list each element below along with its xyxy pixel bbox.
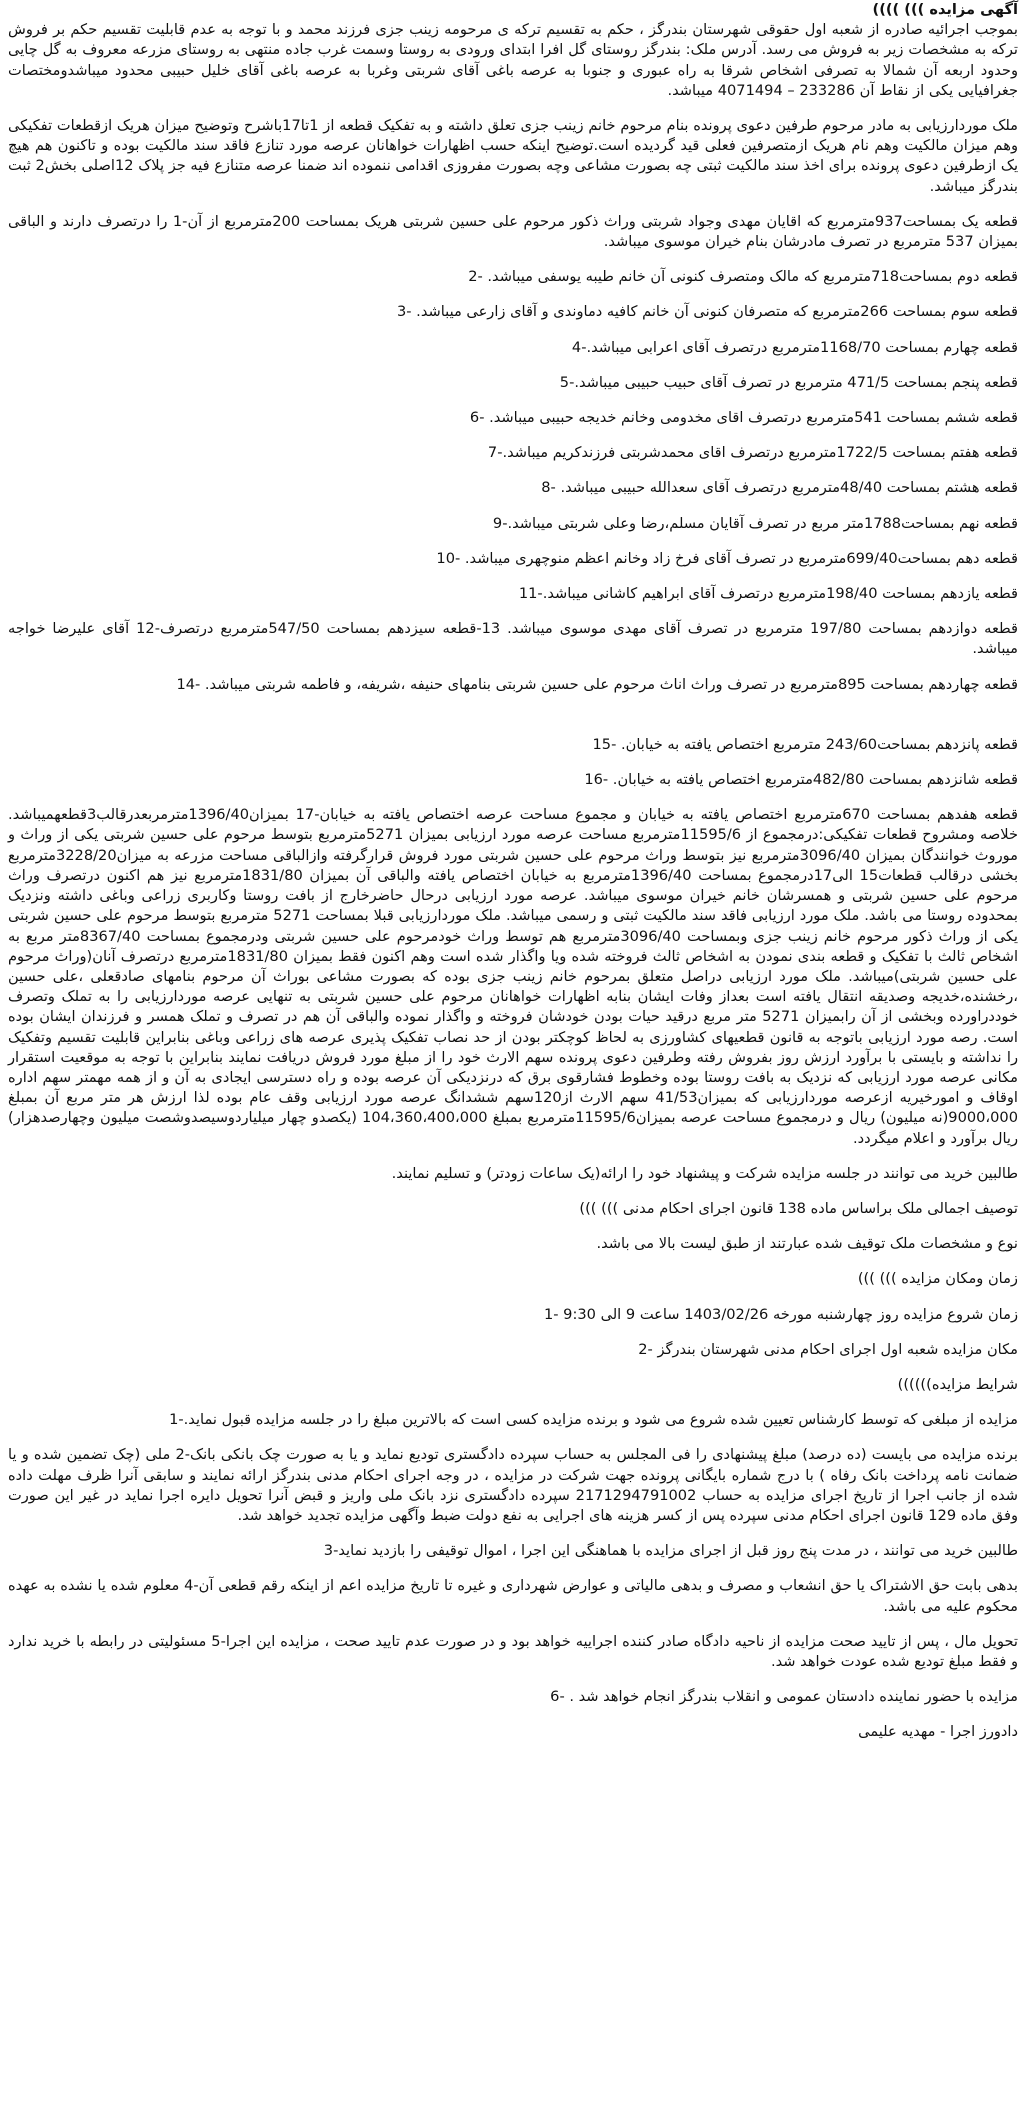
notice-paragraph: تحویل مال ، پس از تایید صحت مزایده از ناحیه دادگاه صادر کننده اجراییه خواهد بود و در صورت عدم تایید صحت ، مزایده این اجرا-5 مسئولیتی در رابطه با خرید ندارد و فقط مبلغ تودیع شده عودت خواهد شد. — [8, 1632, 1018, 1670]
notice-paragraph: طالبین خرید می توانند در جلسه مزایده شرکت و پیشنهاد خود را ارائه(یک ساعات زودتر) و تسلیم نمایند. — [391, 1164, 1018, 1182]
notice-paragraph: برنده مزایده می بایست (ده درصد) مبلغ پیشنهادی را فی المجلس به حساب سپرده دادگستری تودیع نماید و یا به صورت چک بانکی بانک-2 ملی (چک تضمین شده و یا ضمانت نامه پرداخت بانک رفاه ) با درج شماره بایگانی پرونده جهت شرکت در مزایده ، در وجه اجرای احکام مدنی بندرگز ارائه نمایند و سابقی آنرا ظرف مهلت داده شده از جانب اجرا از تاریخ اجرای مزایده به حساب 2171294791002 سپرده دادگستری نزد بانک ملی واریز و قبض آنرا تحویل دایره اجرا نماید در غیر این صورت وفق ماده 129 قانون اجرای احکام مدنی سپرده پس از کسر هزینه های اجرایی به نفع دولت ضبط وآگهی مزایده تجدید خواهد شد. — [8, 1446, 1018, 1524]
notice-paragraph: قطعه نهم بمساحت1788متر مربع در تصرف آقایان مسلم،رضا وعلی شربتی میباشد.-9 — [492, 514, 1018, 532]
notice-paragraph: قطعه دهم بمساحت699/40مترمربع در تصرف آقای فرخ زاد وخانم اعظم منوچهری میباشد. -10 — [436, 549, 1018, 567]
notice-paragraph: توصیف اجمالی ملک براساس ماده 138 قانون اجرای احکام مدنی ))) ))) — [579, 1199, 1018, 1217]
notice-paragraph: قطعه هفدهم بمساحت 670مترمربع اختصاص یافته به خیابان و مجموع مساحت عرصه اختصاص یافته به خیابان-17 بمیزان1396/40مترمربعدرقالب3قطعهمیباشد. خلاصه ومشروح قطعات تفکیکی:درمجموع از 11595/6مترمربع مساحت عرصه مورد ارزیابی بمیزان 5271مترمربع بتوسط مرحوم علی حسین شربتی یکی از وراث و موروث خوانندگان بمیزان 3096/40مترمربع نیز بتوسط وراث مرحوم علی حسین شربتی مورد فروش قرارگرفته وازالباقی مساحت مزرعه به میزان3228/20مترمربع بخشی درقالب قطعات15 الی17درمجموع بمساحت 1396/40مترمربع به خیابان اختصاص یافته والباقی آن بمیزان 1831/80مترمربع نیز هم اکنون درتصرف وراث مرحوم علی حسین شربتی و همسرشان خانم خیران موسوی میباشد. عرصه مورد ارزیابی درحال حاضرخارج از بافت روستا وکاربری زراعی وباغی داشته ونزدیک بمحدوده روستا می باشد. ملک مورد ارزیابی فاقد سند مالکیت ثبتی و رسمی میباشد. ملک موردارزیابی قبلا بمساحت 5271 مترمربع بتوسط مرحوم علی حسین شربتی یکی از وراث ذکور مرحوم خانم زینب جزی وبمساحت 3096/40مترمربع هم توسط وراث خودمرحوم علی حسین شربتی ودرمجموع بمساحت 8367/40متر مربع به اشخاص ثالث با تفکیک و قطعه بندی نمودن به اشخاص ثالث فروخته شده ویا واگذار شده است وهم اکنون فقط بمیزان 1831/80مترمربع درتصرف آنان(وراث مرحوم علی حسین شربتی)میباشد. ملک مورد ارزیابی دراصل متعلق بمرحوم خانم زینب جزی بوده که بصورت مشاعی بوراث آن مرحوم بنامهای صادقعلی ،علی حسین ،رخشنده،خدیجه وصدیقه انتقال یافته است بعداز وفات ایشان بنابه اظهارات خواهانان مرحوم علی حسین شربتی به تنهایی عرصه موردارزیابی را به تملک وتصرف خوددراورده وبخشی از آن رابمیزان 5271 متر مربع درقید حیات بودن خودشان فروخته و واگذار نموده والباقی آن هم در تصرف و تملک همسر و فرزندان ایشان بوده است. رصه مورد ارزیابی باتوجه به قانون قطعیهای کشاورزی به لحاظ کوچکتر بودن از حد نصاب تفکیک پذیری عرصه های زراعی وباغی بنابراین قابلیت تقسیم وتفکیک را نداشته و بایستی با برآورد ارزش روز بفروش رفته وطرفین دعوی پرونده سهم الارث خود را از مبلغ مورد فروش دریافت نمایند بنابراین با توجه به موقعیت استقرار مکانی عرصه مورد ارزیابی که نزدیک به بافت روستا بوده وخطوط فشارقوی برق که درنزدیکی آن عرصه بوده و راه دسترسی ایجادی به آن و از همه مهمتر سهم اداره اوقاف و امورخیریه ازعرصه موردارزیابی که بمیزان41/53 سهم الارث از120سهم ششدانگ عرصه مورد ارزیابی وقف عام بوده لذا ارزش هر متر مربع آن بمبلغ 9000،000(نه میلیون) ریال و درمجموع مساحت عرصه بمیزان11595/6مترمربع بمبلغ 104،360،400،000 (یکصدو چهار میلیاردوسیصدوشصت میلیون وچهارصدهزار) ریال برآورد و اعلام میگردد. — [8, 806, 1019, 1147]
notice-paragraph: بموجب اجرائیه صادره از شعبه اول حقوقی شهرستان بندرگز ، حکم به تقسیم ترکه ی مرحومه زینب جزی فرزند محمد و با توجه به عدم قابلیت تقسیم حکم بر فروش ترکه به مشخصات زیر به فروش می رسد. آدرس ملک: بندرگز روستای گل افرا ابتدای ورودی به روستا وسمت غرب جاده منتهی به روستای مزرعه معروف به گل چایی وحدود اربعه آن شمالا به تصرفی اشخاص شرقا به راه عبوری و جنوبا به عرصه باغی آقای شربتی وغربا به عرصه باغی آقای خلیل حبیبی محدود میباشدومختصات جغرافیایی یکی از نقاط آن 233286 – 4071494 میباشد. — [8, 21, 1018, 99]
notice-paragraph: قطعه سوم بمساحت 266مترمربع که متصرفان کنونی آن خانم کافیه دماوندی و آقای زارعی میباشد. -3 — [396, 303, 1018, 321]
notice-paragraph: قطعه پنجم بمساحت 471/5 مترمربع در تصرف آقای حبیب حبیبی میباشد.-5 — [559, 373, 1018, 391]
notice-paragraph: دادورز اجرا - مهدیه علیمی — [858, 1723, 1018, 1741]
notice-paragraph: قطعه چهاردهم بمساحت 895مترمربع در تصرف وراث اناث مرحوم علی حسین شربتی بنامهای حنیفه ،شریفه، و فاطمه شربتی میباشد. -14 — [176, 675, 1018, 693]
notice-paragraph: قطعه دوازدهم بمساحت 197/80 مترمربع در تصرف آقای مهدی موسوی میباشد. 13-قطعه سیزدهم بمساحت 547/50مترمربع درتصرف-12 آقای علیرضا خواجه میباشد. — [8, 620, 1018, 658]
notice-paragraph: قطعه ششم بمساحت 541مترمربع درتصرف اقای مخدومی وخانم خدیجه حبیبی میباشد. -6 — [469, 409, 1018, 427]
notice-paragraph: قطعه پانزدهم بمساحت243/60 مترمربع اختصاص یافته به خیابان. -15 — [592, 735, 1018, 753]
notice-paragraph: قطعه هشتم بمساحت 48/40مترمربع درتصرف آقای سعدالله حبیبی میباشد. -8 — [541, 479, 1018, 497]
notice-paragraph: قطعه شانزدهم بمساحت 482/80مترمربع اختصاص یافته به خیابان. -16 — [584, 771, 1018, 789]
notice-paragraph: شرایط مزایده)))))) — [897, 1375, 1018, 1393]
notice-paragraph: قطعه یک بمساحت937مترمربع که اقایان مهدی وجواد شربتی وراث ذکور مرحوم علی حسین شربتی هریک بمساحت 200مترمربع از آن-1 را درتصرف دارند و الباقی بمیزان 537 مترمربع در تصرف مادرشان بنام خیران موسوی میباشد. — [8, 212, 1018, 251]
notice-paragraph: قطعه دوم بمساحت718مترمربع که مالک ومتصرف کنونی آن خانم طیبه یوسفی میباشد. -2 — [468, 268, 1018, 286]
notice-paragraph: بدهی بابت حق الاشتراک یا حق انشعاب و مصرف و بدهی مالیاتی و عوارض شهرداری و غیره تا تاریخ مزایده اعم از اینکه رقم قطعی آن-4 معلوم شده یا نشده به عهده محکوم علیه می باشد. — [8, 1577, 1018, 1615]
notice-paragraph: نوع و مشخصات ملک توقیف شده عبارتند از طبق لیست بالا می باشد. — [596, 1235, 1018, 1253]
notice-paragraph: قطعه هفتم بمساحت 1722/5مترمربع درتصرف اقای محمدشربتی فرزندکریم میباشد.-7 — [487, 444, 1018, 462]
notice-paragraph: مکان مزایده شعبه اول اجرای احکام مدنی شهرستان بندرگز -2 — [638, 1340, 1018, 1358]
notice-paragraph: زمان ومکان مزایده ))) ))) — [857, 1270, 1018, 1288]
notice-paragraph: قطعه یازدهم بمساحت 198/40مترمربع درتصرف آقای ابراهیم کاشانی میباشد.-11 — [518, 585, 1018, 603]
notice-paragraph: ملک موردارزیابی به مادر مرحوم طرفین دعوی پرونده بنام مرحوم خانم زینب جزی تعلق داشته و به تفکیک قطعه از 1تا17باشرح وتوضیح میزان هریک ازقطعات تفکیکی وهم میزان مالکیت وهم نام هریک ازمتصرفین فعلی قید گردیده است.توضیح اینکه حسب اظهارات خواهانان عرصه مورد تنازع فاقد سند مالکیت بوده و تاکنون هم هیچ یک ازطرفین دعوی پرونده برای اخذ سند مالکیت ثبتی چه بصورت مشاعی وچه بصورت مفروزی اقدامی ننموده اند ضمنا عرصه متنازع فیه جز پلاک 12اصلی بخش2 ثبت بندرگز میباشد. — [8, 117, 1019, 195]
notice-body — [8, 0, 1018, 1743]
notice-title: آگهی مزایده ))) )))) — [872, 1, 1018, 18]
notice-paragraph: طالبین خرید می توانند ، در مدت پنج روز قبل از اجرای مزایده با هماهنگی این اجرا ، اموال توقیفی را بازدید نماید-3 — [323, 1542, 1018, 1560]
notice-paragraph: زمان شروع مزایده روز چهارشنبه مورخه 1403/02/26 ساعت 9 الی 9:30 -1 — [543, 1305, 1018, 1323]
notice-paragraph: قطعه چهارم بمساحت 1168/70مترمربع درتصرف آقای اعرابی میباشد.-4 — [571, 338, 1018, 356]
notice-paragraph: مزایده از مبلغی که توسط کارشناس تعیین شده شروع می شود و برنده مزایده کسی است که بالاترین مبلغ را در جلسه مزایده قبول نماید.-1 — [169, 1411, 1018, 1429]
notice-paragraph: مزایده با حضور نماینده دادستان عمومی و انقلاب بندرگز انجام خواهد شد . -6 — [550, 1688, 1018, 1706]
